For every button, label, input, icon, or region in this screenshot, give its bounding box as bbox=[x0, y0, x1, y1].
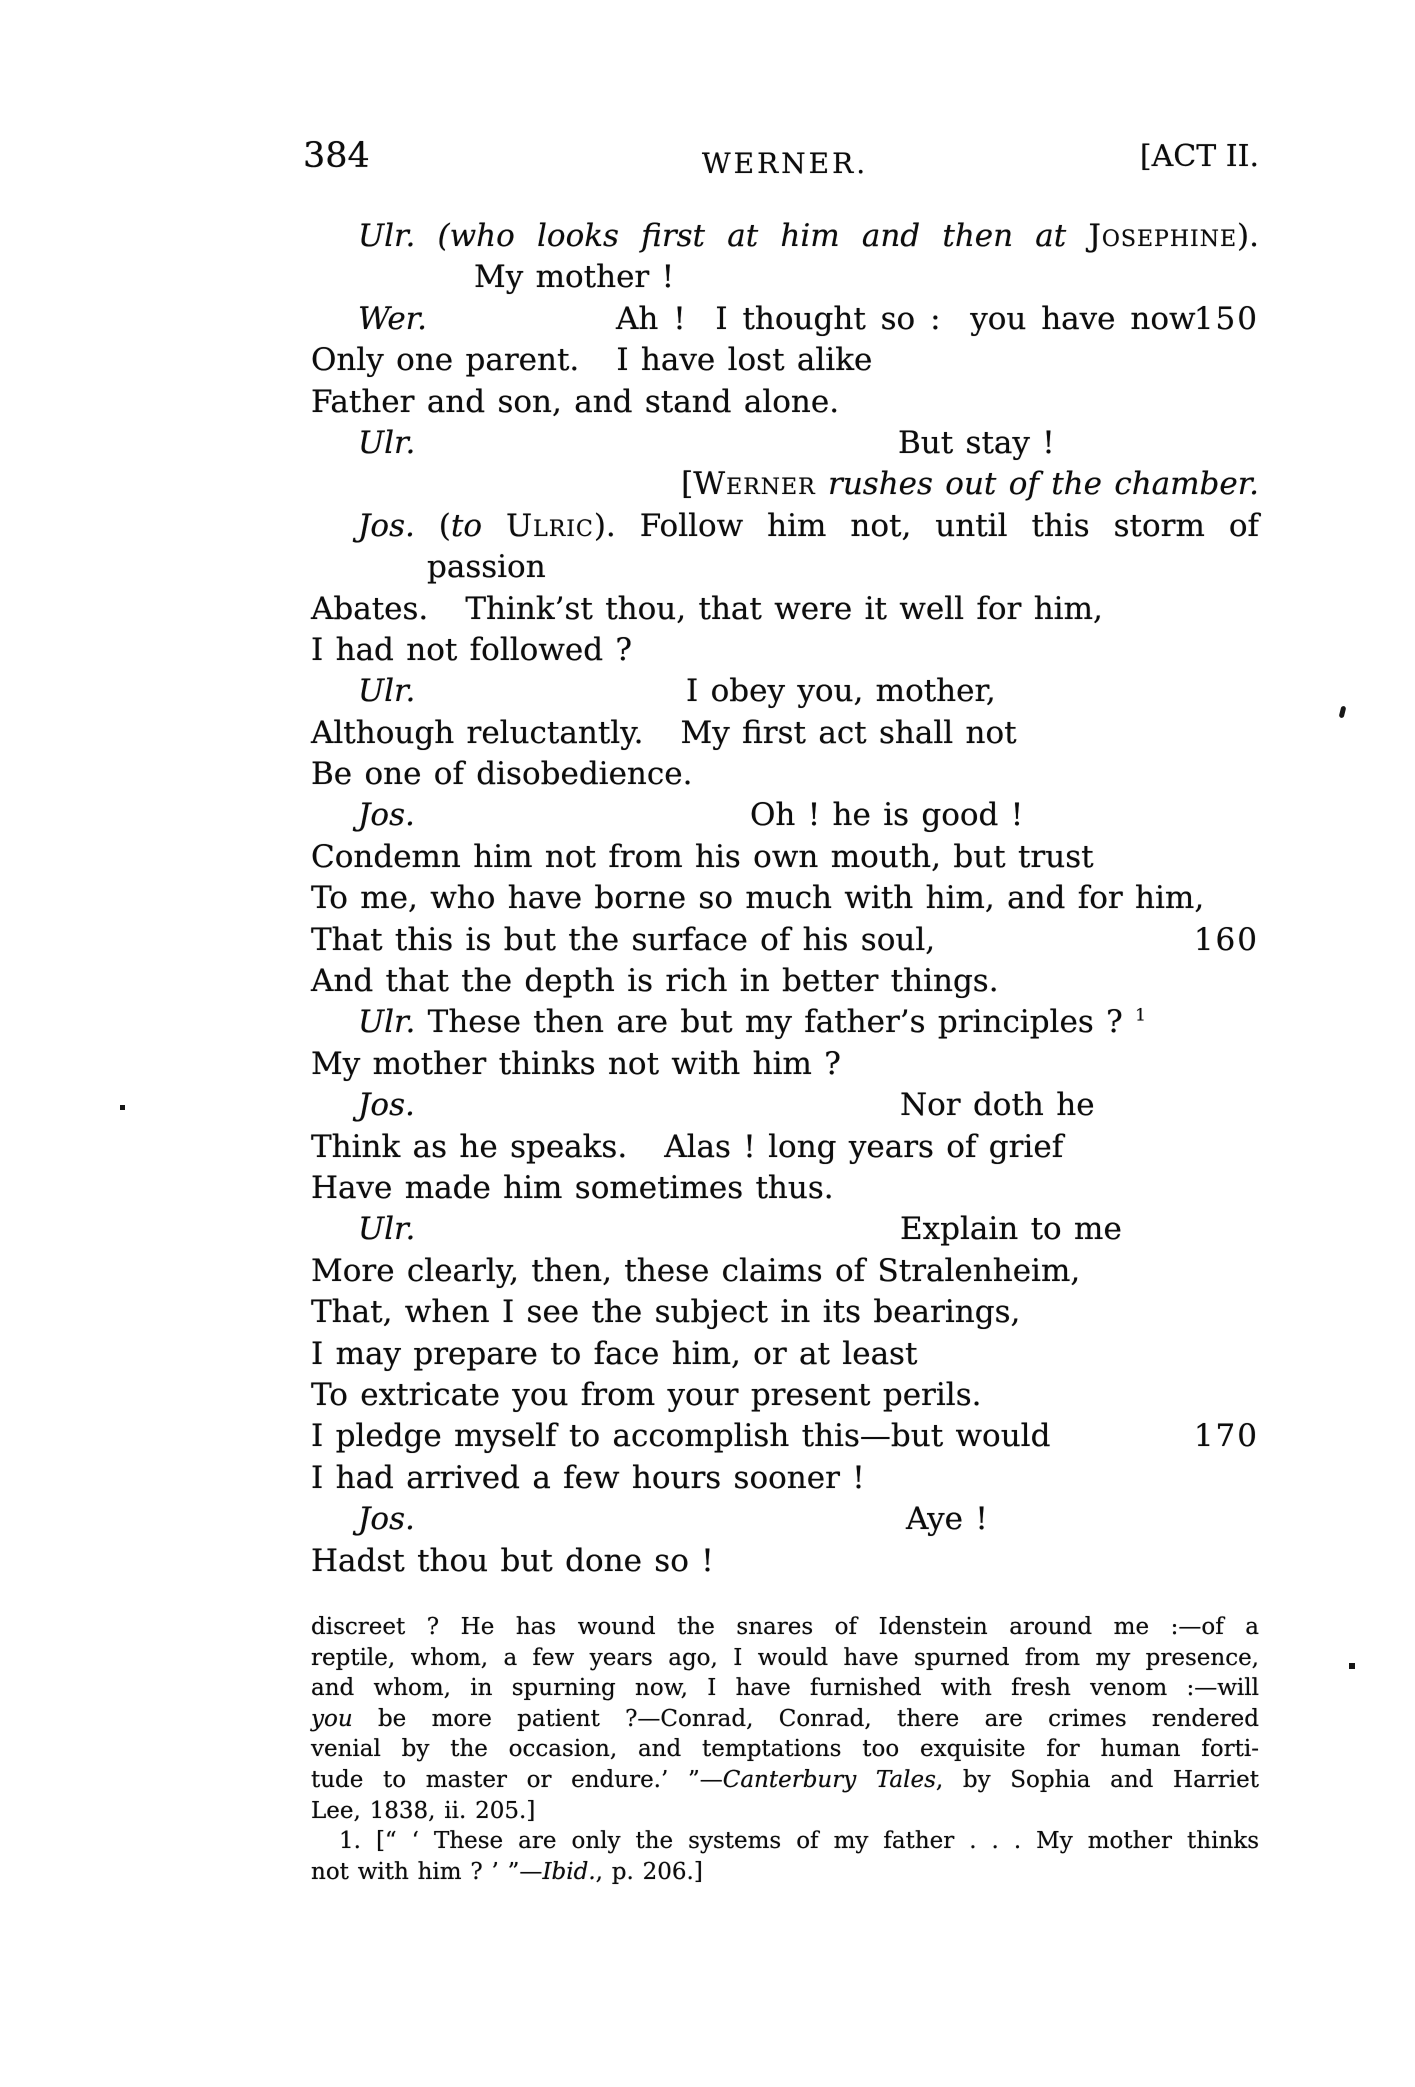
play-line-segment: Jos. bbox=[358, 507, 415, 544]
play-line bbox=[311, 920, 1259, 961]
play-line-segment: My mother ! bbox=[474, 259, 675, 296]
scan-speck bbox=[1349, 1663, 1355, 1669]
play-line-segment: Aye ! bbox=[906, 1501, 988, 1538]
play-line bbox=[311, 464, 1259, 505]
play-line bbox=[311, 257, 1259, 298]
play-line-segment: I had arrived a few hours sooner ! bbox=[311, 1459, 865, 1496]
play-line bbox=[311, 423, 1259, 464]
footnote-line-segment: you bbox=[311, 1705, 353, 1732]
play-line bbox=[311, 878, 1259, 919]
play-line-segment: Oh ! he is good ! bbox=[750, 797, 1024, 834]
play-line-segment: Explain to me bbox=[900, 1211, 1122, 1248]
play-line-segment: Jos. bbox=[358, 1501, 415, 1538]
play-line-segment: More clearly, then, these claims of Stralenheim, bbox=[311, 1252, 1081, 1289]
play-line-segment: That, when I see the subject in its bearings, bbox=[311, 1294, 1021, 1331]
footnote-line-segment: Canterbury Tales bbox=[722, 1766, 936, 1793]
footnote-line-segment: venial by the occasion, and temptations too exquisite for human forti- bbox=[311, 1736, 1259, 1763]
play-line bbox=[311, 1127, 1259, 1168]
play-line bbox=[311, 837, 1259, 878]
footnote-line-segment: , p. 206.] bbox=[595, 1858, 703, 1885]
play-line-segment: I pledge myself to accomplish this—but would bbox=[311, 1418, 1051, 1455]
footnote-line-segment: , by Sophia and Harriet bbox=[935, 1766, 1259, 1793]
scan-speck bbox=[120, 1105, 125, 1110]
play-line bbox=[311, 1044, 1259, 1085]
footnote-line-segment: and whom, in spurning now, I have furnished with fresh venom :—will bbox=[311, 1675, 1259, 1702]
play-line-segment: Only one parent. I have lost alike bbox=[311, 342, 873, 379]
play-line-segment: Jos. bbox=[358, 797, 415, 834]
play-line bbox=[311, 382, 1259, 423]
footnote-line bbox=[311, 1734, 1259, 1765]
play-line-segment: Ulr. bbox=[358, 218, 416, 254]
play-line bbox=[311, 1458, 1259, 1499]
play-line-segment: rushes out of the chamber. bbox=[815, 466, 1259, 503]
verse-line-number: 170 bbox=[1193, 1418, 1259, 1455]
play-line bbox=[311, 1209, 1259, 1250]
play-line-segment: Ulr. bbox=[358, 1004, 416, 1041]
play-line bbox=[311, 1499, 1259, 1540]
play-line-segment: Hadst thou but done so ! bbox=[311, 1542, 714, 1579]
play-line-segment: These then are but my father’s principles ? bbox=[415, 1004, 1136, 1041]
play-line bbox=[311, 506, 1259, 547]
play-line bbox=[311, 1251, 1259, 1292]
play-line bbox=[311, 216, 1259, 257]
footnote-line bbox=[311, 1857, 1259, 1888]
play-line-segment: 1 bbox=[1135, 1006, 1146, 1027]
play-line bbox=[311, 1085, 1259, 1126]
footnote-line bbox=[311, 1796, 1259, 1827]
play-line-segment: Ulr. bbox=[358, 1211, 416, 1248]
play-line-segment: Jos. bbox=[358, 1087, 415, 1124]
footnote-line bbox=[311, 1826, 1259, 1857]
play-line bbox=[311, 1541, 1259, 1582]
play-line-segment: Be one of disobedience. bbox=[311, 756, 693, 793]
play-line bbox=[311, 795, 1259, 836]
footnote-line-segment: reptile, whom, a few years ago, I would have spurned from my presence, bbox=[311, 1644, 1259, 1671]
play-line bbox=[311, 713, 1259, 754]
play-line bbox=[311, 1375, 1259, 1416]
verse-line-number: 150 bbox=[1193, 300, 1259, 337]
footnote-line bbox=[311, 1612, 1259, 1643]
play-text-block bbox=[311, 216, 1259, 1582]
play-line bbox=[311, 1416, 1259, 1457]
footnote-block bbox=[311, 1612, 1259, 1887]
footnote-line-segment: discreet ? He has wound the snares of Idenstein around me :—of a bbox=[311, 1614, 1259, 1640]
footnote-line bbox=[311, 1765, 1259, 1796]
play-line-segment: But stay ! bbox=[898, 424, 1055, 461]
play-line-segment: To me, who have borne so much with him, and for him, bbox=[311, 880, 1205, 917]
scan-speck bbox=[1339, 706, 1347, 719]
play-line-segment: To extricate you from your present perils. bbox=[311, 1376, 982, 1413]
play-line-segment: Werner bbox=[693, 466, 816, 503]
play-line-segment: That this is but the surface of his soul, bbox=[311, 921, 936, 958]
footnote-line-segment: Ibid. bbox=[542, 1858, 596, 1885]
play-line bbox=[311, 1334, 1259, 1375]
play-line bbox=[311, 961, 1259, 1002]
play-line bbox=[311, 1002, 1259, 1043]
footnote-line bbox=[311, 1704, 1259, 1735]
page-number: 384 bbox=[303, 136, 370, 176]
play-line bbox=[311, 1168, 1259, 1209]
act-header: [ACT II. bbox=[1139, 139, 1259, 174]
footnote-line-segment: Lee, 1838, ii. 205.] bbox=[311, 1797, 536, 1824]
play-line-segment: Condemn him not from his own mouth, but trust bbox=[311, 838, 1094, 875]
play-line-segment: to bbox=[450, 507, 483, 544]
play-line-segment: Father and son, and stand alone. bbox=[311, 383, 840, 420]
play-line bbox=[311, 754, 1259, 795]
play-line-segment: Wer. bbox=[358, 300, 427, 337]
play-line-segment: My mother thinks not with him ? bbox=[311, 1045, 841, 1082]
play-line-segment: ). Follow him not, until this storm of bbox=[593, 507, 1259, 544]
play-line bbox=[311, 299, 1259, 340]
play-line-segment: I may prepare to face him, or at least bbox=[311, 1335, 918, 1372]
play-line-segment: Ah ! I thought so : you have now bbox=[616, 300, 1196, 337]
footnote-line-segment: not with him ? ’ ”— bbox=[311, 1858, 543, 1885]
footnote-line-segment: tude to master or endure.’ ”— bbox=[311, 1766, 723, 1793]
footnote-line-segment: be more patient ?—Conrad, Conrad, there are crimes rendered bbox=[352, 1705, 1259, 1732]
play-line bbox=[311, 630, 1259, 671]
play-line-segment: ). bbox=[1237, 218, 1259, 254]
footnote-line bbox=[311, 1643, 1259, 1674]
play-line-segment: Ulr. bbox=[358, 673, 416, 710]
play-line bbox=[311, 340, 1259, 381]
play-line-segment: Ulric bbox=[505, 507, 594, 544]
play-line-segment: Although reluctantly. My first act shall not bbox=[311, 714, 1017, 751]
play-line-segment bbox=[482, 508, 506, 544]
play-line-segment: (who looks first at him and then at bbox=[415, 218, 1089, 254]
play-line-segment: And that the depth is rich in better things. bbox=[311, 963, 999, 1000]
play-line-segment: Abates. Think’st thou, that were it well for him, bbox=[311, 590, 1103, 627]
footnote-line bbox=[311, 1673, 1259, 1704]
play-line-segment: [ bbox=[681, 466, 694, 503]
play-line-segment: ( bbox=[414, 507, 451, 544]
play-line bbox=[311, 547, 1259, 588]
verse-line-number: 160 bbox=[1193, 921, 1259, 958]
play-line-segment: Ulr. bbox=[358, 424, 416, 461]
play-line bbox=[311, 589, 1259, 630]
play-line bbox=[311, 1292, 1259, 1333]
play-line-segment: I had not followed ? bbox=[311, 631, 633, 668]
play-line bbox=[311, 671, 1259, 712]
running-title: WERNER. bbox=[701, 147, 869, 180]
play-line-segment: I obey you, mother, bbox=[686, 673, 996, 710]
play-line-segment: Have made him sometimes thus. bbox=[311, 1169, 834, 1206]
play-line-segment: Josephine bbox=[1088, 218, 1238, 254]
play-line-segment: Think as he speaks. Alas ! long years of grief bbox=[311, 1128, 1064, 1165]
footnote-line-segment: 1. [“ ‘ These are only the systems of my father . . . My mother thinks bbox=[339, 1828, 1259, 1855]
play-line-segment: Nor doth he bbox=[900, 1087, 1095, 1124]
play-line-segment: passion bbox=[427, 549, 546, 586]
